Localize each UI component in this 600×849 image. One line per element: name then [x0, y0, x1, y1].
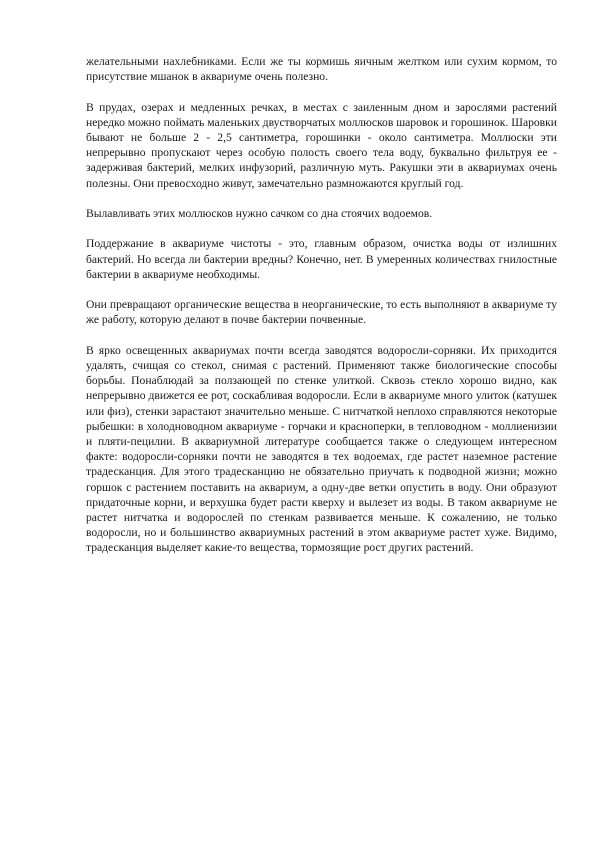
paragraph-3: Вылавливать этих моллюсков нужно сачком со дна стоячих водоемов.	[86, 207, 433, 220]
paragraph-5: Они превращают органические вещества в неорганические, то есть выполняют в аквариуме ту же работу, которую делают в почве бактерии почвенные.	[86, 298, 557, 327]
paragraph-4: Поддержание в аквариуме чистоты - это, главным образом, очистка воды от излишних бактерий. Но всегда ли бактерии вредны? Конечно, нет. В умеренных количествах гнилостные бактерии в аквариуме необходимы.	[86, 237, 557, 281]
document-body	[86, 54, 557, 571]
paragraph-6: В ярко освещенных аквариумах почти всегда заводятся водоросли-сорняки. Их приходится удалять, счищая со стекол, снимая с растений. Применяют также биологические способы борьбы. Понаблюдай за ползающей по стенке улиткой. Сквозь стекло хорошо видно, как непрерывно движется ее рот, соскабливая водоросли. Если в аквариуме много улиток (катушек или физ), стенки зарастают значительно меньше. С нитчаткой неплохо справляются некоторые рыбешки: в холодноводном аквариуме - горчаки и красноперки, в тепловодном - моллиенизии и пляти-пецилии. В аквариумной литературе сообщается также о следующем интересном факте: водоросли-сорняки почти не заводятся в тех водоемах, где растет наземное растение традесканция. Для этого традесканцию не обязательно приучать к подводной жизни; можно горшок с растением поставить на аквариум, а одну-две ветки опустить в воду. Они образуют придаточные корни, и верхушка будет расти кверху и вылезет из воды. В таком аквариуме не растет нитчатка и водорослей по стенкам развивается меньше. К сожалению, не только водоросли, но и большинство аквариумных растений в этом аквариуме растет хуже. Видимо, традесканция выделяет какие-то вещества, тормозящие рост других растений.	[86, 343, 557, 555]
paragraph-1: желательными нахлебниками. Если же ты кормишь яичным желтком или сухим кормом, то присутствие мшанок в аквариуме очень полезно.	[86, 55, 557, 84]
paragraph-2: В прудах, озерах и медленных речках, в местах с заиленным дном и зарослями растений нередко можно поймать маленьких двустворчатых моллюсков шаровок и горошинок. Шаровки бывают не больше 2 - 2,5 сантиметра, горошинки - около сантиметра. Моллюски эти непрерывно пропускают через особую полость своего тела воду, буквально фильтруя ее - задерживая бактерий, мелких инфузорий, различную муть. Ракушки эти в аквариумах очень полезны. Они превосходно живут, замечательно размножаются круглый год.	[86, 100, 557, 190]
